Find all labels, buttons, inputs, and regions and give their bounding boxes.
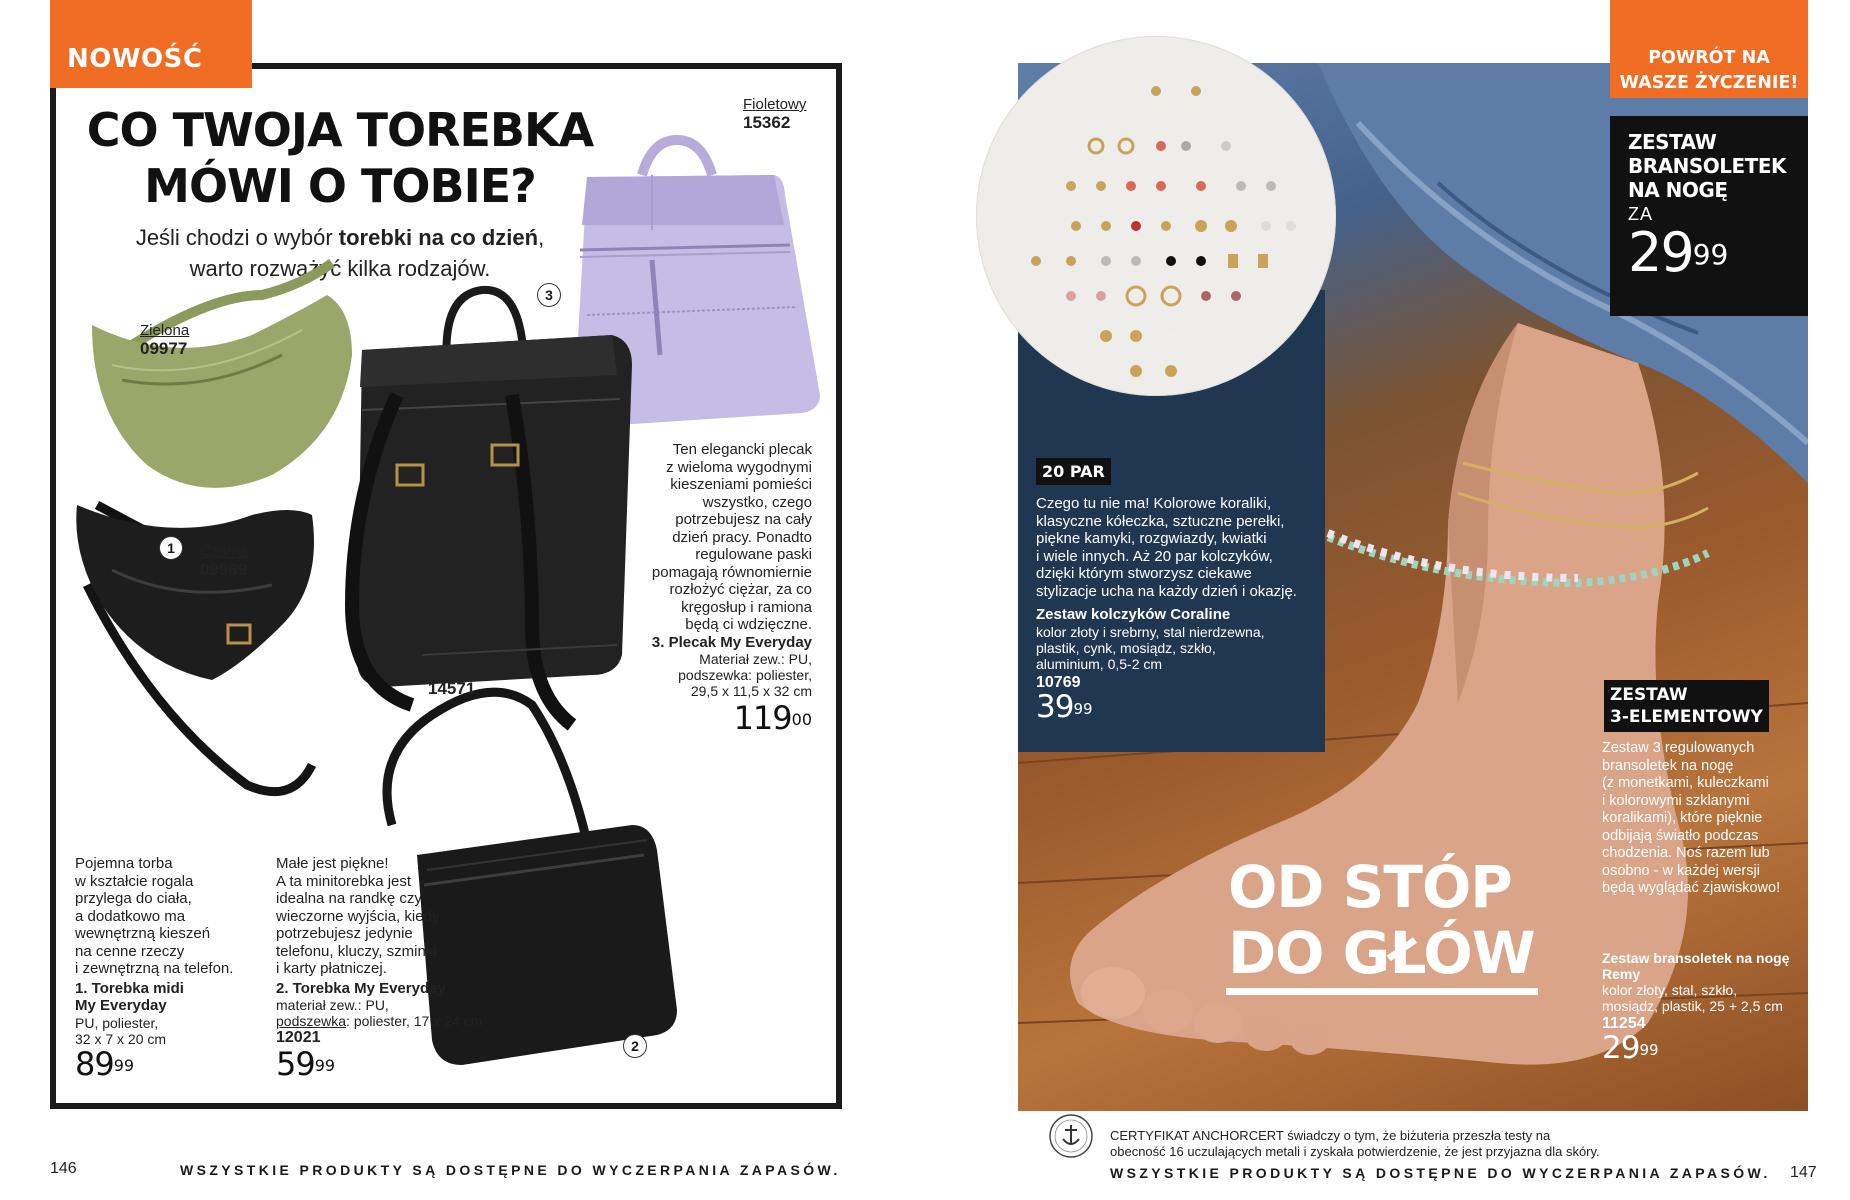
back-by-demand-badge: POWRÓT NA WASZE ŻYCZENIE! (1610, 0, 1808, 98)
anklet-name: Zestaw bransoletek na nogę (1602, 950, 1790, 966)
number-badge-3: 3 (537, 283, 561, 307)
page-headline: CO TWOJA TOREBKA MÓWI O TOBIE? (86, 103, 594, 213)
anchor-certificate-icon (1048, 1113, 1094, 1159)
anklet-description: Zestaw 3 regulowanych bransoletek na nogę (z monetkami, kuleczkami i kolorowymi szklanymi koralikami), które pięknie odbijają światło podczas chodzenia. Noś razem lub osobno - w każdej wersji będą wyglądać zjawiskowo! (1602, 740, 1781, 896)
title-underline (1226, 988, 1538, 995)
earrings-count-tag: 20 PAR (1036, 458, 1111, 485)
earrings-description: Czego tu nie ma! Kolorowe koraliki, klasyczne kółeczka, sztuczne perełki, piękne kamyki, rozgwiazdy, kwiatki i wiele innych. Aż 20 par kolczyków, dzięki którym stworzysz ciekawe stylizacje ucha na każdy dzień i okazję. Zestaw kolczyków Coraline kolor złoty i srebrny, stal nierdzewna, plastik, cynk, mosiądz, szkło, aluminium, 0,5-2 cm 10769 $39^{99}$ (1036, 495, 1321, 724)
anklet-price: $29^{99}$ (1602, 1030, 1659, 1066)
earrings-price: $39^{99}$ (1036, 689, 1093, 725)
promo-price: $29^{99}$ (1628, 221, 1729, 284)
footer-note-left: WSZYSTKIE PRODUKTY SĄ DOSTĘPNE DO WYCZERPANIA ZAPASÓW. (180, 1162, 841, 1178)
label-czarny: Czarny 14571 (428, 662, 476, 698)
page-number-right: 147 (1790, 1164, 1817, 1181)
product-3-description: Ten elegancki plecak z wieloma wygodnymi kieszeniami pomieści wszystko, czego potrzebujesz na cały dzień pracy. Ponadto regulowane paski pomagają równomiernie rozłożyć ciężar, za co kręgosłup i ramiona będą ci wdzięczne. 3. Plecak My Everyday Materiał zew.: PU, podszewka: poliester, 29,5 x 11,5 x 32 cm $119^{00}$ (606, 441, 812, 735)
product-3-name: 3. Plecak My Everyday (651, 633, 812, 651)
anklet-set-tag: ZESTAW 3-ELEMENTOWY (1604, 680, 1769, 732)
page-number-left: 146 (50, 1160, 77, 1177)
number-badge-2: 2 (623, 1034, 647, 1058)
big-title: OD STÓP DO GŁÓW (1228, 853, 1535, 987)
green-bag-image (92, 263, 352, 488)
label-fioletowy: Fioletowy 15362 (743, 96, 807, 132)
earrings-name: Zestaw kolczyków Coraline (1036, 606, 1231, 623)
anklet-details: Zestaw bransoletek na nogę Remy kolor złoty, stal, szkło, mosiądz, plastik, 25 + 2,5 cm 11254 $29^{99}$ (1602, 950, 1807, 1065)
number-badge-1: 1 (159, 536, 183, 560)
label-czarna: Czarna 09969 (200, 543, 249, 579)
product-1-description: Pojemna torba w kształcie rogala przylega do ciała, a dodatkowo ma wewnętrzną kieszeń na cenne rzeczy i zewnętrzną na telefon. 1. Torebka midi My Everyday PU, poliester, 32 x 7 x 20 cm $89^{99}$ (75, 855, 275, 1081)
anklet-code: 11254 (1602, 1015, 1646, 1032)
product-1-name: 1. Torebka midi (75, 979, 184, 997)
label-zielona: Zielona 09977 (140, 322, 190, 358)
product-2-code: 12021 (276, 1029, 321, 1046)
intro-text: Jeśli chodzi o wybór torebki na co dzień, warto rozważyć kilka rodzajów. (135, 225, 545, 281)
new-badge: NOWOŚĆ (50, 0, 252, 88)
product-3-price: $119^{00}$ (733, 699, 812, 737)
anklet-promo-box: ZESTAW BRANSOLETEK NA NOGĘ ZA $29^{99}$ (1610, 116, 1808, 316)
footer-note-right: WSZYSTKIE PRODUKTY SĄ DOSTĘPNE DO WYCZERPANIA ZAPASÓW. (1110, 1165, 1771, 1181)
product-1-price: $89^{99}$ (75, 1044, 135, 1083)
product-2-name: 2. Torebka My Everyday (276, 979, 446, 997)
black-midi-bag-image (76, 505, 314, 792)
earrings-circle-image (976, 36, 1336, 396)
earrings-grid-illustration (976, 36, 1336, 396)
black-backpack-image (352, 290, 632, 725)
certificate-note: CERTYFIKAT ANCHORCERT świadczy o tym, że biżuteria przeszła testy na obecność 16 uczulających metali i zyskała potwierdzenie, że jest przyjazna dla skóry. (1110, 1128, 1600, 1159)
product-2-price: $59^{99}$ (276, 1044, 336, 1083)
product-2-description: Małe jest piękne! A ta minitorebka jest idealna na randkę czy wieczorne wyjścia, kiedy potrzebujesz jedynie telefonu, kluczy, szminki i karty płatniczej. 2. Torebka My Everyday materiał zew.: PU, podszewka: poliester, 17 x 24 cm 12021 $59^{99}$ (276, 855, 506, 1081)
earrings-code: 10769 (1036, 673, 1081, 691)
